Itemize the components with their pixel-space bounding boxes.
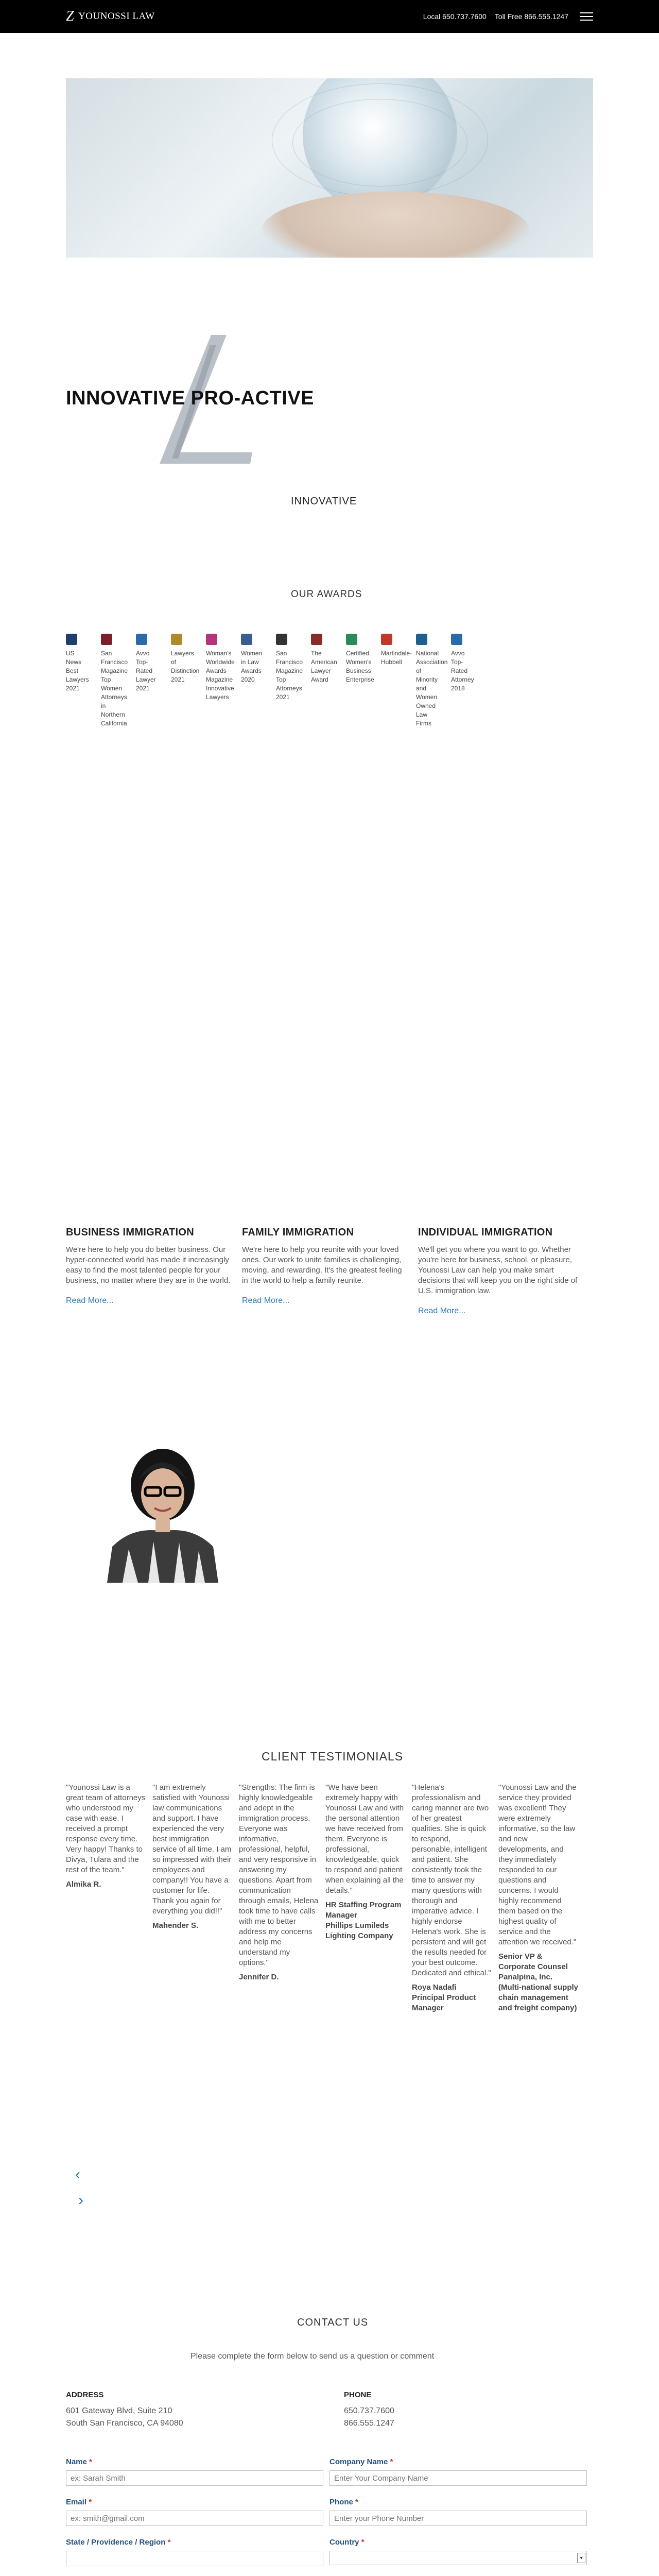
award-label: Women in Law Awards 2020 [241, 650, 263, 683]
practice-text: We're here to help you do better business. Our hyper-connected world has made it increasingly easy to find the most talented people for your business, no matter where they are in the world. [66, 1245, 231, 1285]
award-item [206, 633, 235, 728]
award-label: Woman's Worldwide Awards Magazine Innovative Lawyers [206, 650, 235, 701]
award-item [311, 633, 337, 728]
testimonial-quote: "I am extremely satisfied with Younossi law communications and support. I have experienced the very best immigration service of all time. I am so impressed with their employees and company!! You have a customer for life. Thank you again for everything you did!!" [152, 1783, 232, 1916]
contact-phone-1[interactable]: 650.737.7600 [344, 2406, 394, 2415]
name-input[interactable] [66, 2470, 323, 2486]
award-item [276, 633, 303, 728]
award-item [66, 633, 89, 728]
award-label: Avvo Top-Rated Attorney 2018 [451, 650, 474, 692]
testimonial-quote: "We have been extremely happy with Younossi Law and with the personal attention we have received from them. Everyone is professional, knowledgeable, quick to respond and patient when explaining all the details." [325, 1783, 404, 1895]
award-badge-icon [66, 633, 89, 645]
practice-business [66, 1227, 231, 1306]
award-badge-icon [451, 633, 474, 645]
state-input[interactable] [66, 2551, 323, 2566]
practice-title: BUSINESS IMMIGRATION [66, 1227, 194, 1238]
logo[interactable] [66, 8, 155, 25]
innovative-title: INNOVATIVE PRO-ACTIVE [66, 387, 315, 409]
award-badge-icon [311, 633, 334, 645]
practice-text: We'll get you where you want to go. Whether you're here for business, school, or pleasure, Younossi Law can help you make smart decisions that will keep you on the right side of U.S. immigration law. [418, 1245, 578, 1295]
address-label: ADDRESS [66, 2391, 104, 2399]
testimonial-quote: "Helena's professionalism and caring manner are two of her greatest qualities. She is quick to respond, personable, intelligent and patient. She consistently took the time to answer my many questions with thorough and imperative advice. I highly endorse Helena's work. She is persistent and will get the results needed for your best outcome. Dedicated and ethical." [412, 1783, 491, 1977]
contact-title: CONTACT US [297, 2317, 369, 2328]
testimonial-prev-arrow-icon[interactable]: ‹ [75, 2166, 80, 2183]
company-input[interactable] [330, 2470, 587, 2486]
contact-phone-2[interactable]: 866.555.1247 [344, 2419, 394, 2428]
hero-hand [262, 192, 529, 258]
award-badge-icon [241, 633, 264, 645]
hamburger-menu-icon[interactable] [580, 12, 593, 21]
name-label: Name * [66, 2458, 92, 2466]
award-item [241, 633, 264, 728]
award-label: San Francisco Magazine Top Women Attorneys in Northern California [101, 650, 128, 727]
innovative-subtitle: INNOVATIVE [291, 496, 357, 507]
practice-title: FAMILY IMMIGRATION [242, 1227, 354, 1238]
award-item [416, 633, 448, 728]
award-badge-icon [136, 633, 159, 645]
award-item [451, 633, 474, 728]
attorney-photo [102, 1428, 223, 1583]
award-badge-icon [346, 633, 369, 645]
award-badge-icon [171, 633, 194, 645]
country-label: Country * [330, 2538, 365, 2547]
header-phones [423, 12, 568, 21]
testimonial-author: Mahender S. [152, 1921, 199, 1930]
testimonial-author: HR Staffing Program Manager Phillips Lumileds Lighting Company [325, 1901, 402, 1940]
award-item [381, 633, 412, 728]
testimonial-author: Almika R. [66, 1880, 101, 1889]
phone-tollfree-link[interactable]: Toll Free 866.555.1247 [494, 12, 568, 21]
logo-text: YOUNOSSI LAW [78, 11, 155, 22]
top-header [0, 0, 659, 33]
state-label: State / Providence / Region * [66, 2538, 171, 2547]
testimonial-quote: "Younossi Law and the service they provided was excellent! They were extremely informative, so the law and new developments, and they immediately responded to our questions and concerns. I would highly recommend them based on the highest quality of service and the attention we received." [498, 1783, 577, 1946]
award-label: US News Best Lawyers 2021 [66, 650, 89, 692]
awards-list [66, 633, 593, 728]
testimonial-card [325, 1783, 405, 1941]
award-label: Certified Women's Business Enterprise [346, 650, 374, 683]
testimonial-card [66, 1783, 146, 1890]
chevron-down-icon: ▾ [577, 2553, 585, 2563]
country-select[interactable] [330, 2551, 587, 2565]
testimonial-card [498, 1783, 578, 2013]
phone-input[interactable] [330, 2511, 587, 2526]
testimonial-next-arrow-icon[interactable]: › [78, 2192, 83, 2209]
award-badge-icon [416, 633, 439, 645]
company-label: Company Name * [330, 2458, 393, 2466]
read-more-link[interactable]: Read More... [66, 1296, 114, 1305]
testimonial-author: Roya Nadafi Principal Product Manager [412, 1983, 476, 2012]
address-line-2: South San Francisco, CA 94080 [66, 2419, 183, 2428]
practice-family [242, 1227, 407, 1306]
award-label: The American Lawyer Award [311, 650, 337, 683]
award-item [171, 633, 200, 728]
award-item [101, 633, 128, 728]
address-line-1: 601 Gateway Blvd, Suite 210 [66, 2406, 172, 2415]
testimonial-card [152, 1783, 232, 1931]
practice-text: We're here to help you reunite with your loved ones. Our work to unite families is challenging, moving, and rewarding. It's the greatest feeling in the world to help a family reunite. [242, 1245, 402, 1285]
hero-ring [292, 99, 467, 187]
award-badge-icon [381, 633, 404, 645]
practice-title: INDIVIDUAL IMMIGRATION [418, 1227, 553, 1238]
award-badge-icon [276, 633, 299, 645]
testimonial-author: Jennifer D. [239, 1973, 279, 1981]
phone-local-link[interactable]: Local 650.737.7600 [423, 12, 487, 21]
award-item [346, 633, 374, 728]
awards-title: OUR AWARDS [291, 589, 362, 600]
testimonial-card [412, 1783, 492, 2013]
testimonial-author: Senior VP & Corporate Counsel Panalpina, Inc. (Multi-national supply chain management and freight company) [498, 1952, 578, 2012]
testimonial-quote: "Strengths: The firm is highly knowledgeable and adept in the immigration process. Everyone was informative, professional, helpful, and very responsive in answering my questions. Apart from communication through emails, Helena took time to have calls with me to better address my concerns and help me understand my options." [239, 1783, 319, 1967]
logo-mark: Z [66, 8, 75, 24]
testimonial-card [239, 1783, 319, 1982]
award-badge-icon [101, 633, 124, 645]
email-input[interactable] [66, 2511, 323, 2526]
award-label: Martindale-Hubbell [381, 650, 412, 666]
read-more-link[interactable]: Read More... [242, 1296, 290, 1305]
award-label: San Francisco Magazine Top Attorneys 2021 [276, 650, 303, 701]
award-label: Lawyers of Distinction 2021 [171, 650, 200, 683]
award-badge-icon [206, 633, 229, 645]
read-more-link[interactable]: Read More... [418, 1307, 466, 1315]
award-label: Avvo Top-Rated Lawyer 2021 [136, 650, 156, 692]
award-item [136, 633, 159, 728]
testimonials-title: CLIENT TESTIMONIALS [262, 1750, 404, 1763]
hero-image [66, 78, 593, 258]
email-label: Email * [66, 2498, 92, 2506]
award-label: National Association of Minority and Women Owned Law Firms [416, 650, 448, 727]
practice-individual [418, 1227, 583, 1316]
testimonial-quote: "Younossi Law is a great team of attorneys who understood my case with ease. I received a prompt response every time. Very happy! Thanks to Divya, Tulara and the rest of the team." [66, 1783, 146, 1874]
contact-subtitle: Please complete the form below to send us a question or comment [190, 2352, 435, 2361]
phone-field-label: Phone * [330, 2498, 358, 2506]
phone-label: PHONE [344, 2391, 372, 2399]
